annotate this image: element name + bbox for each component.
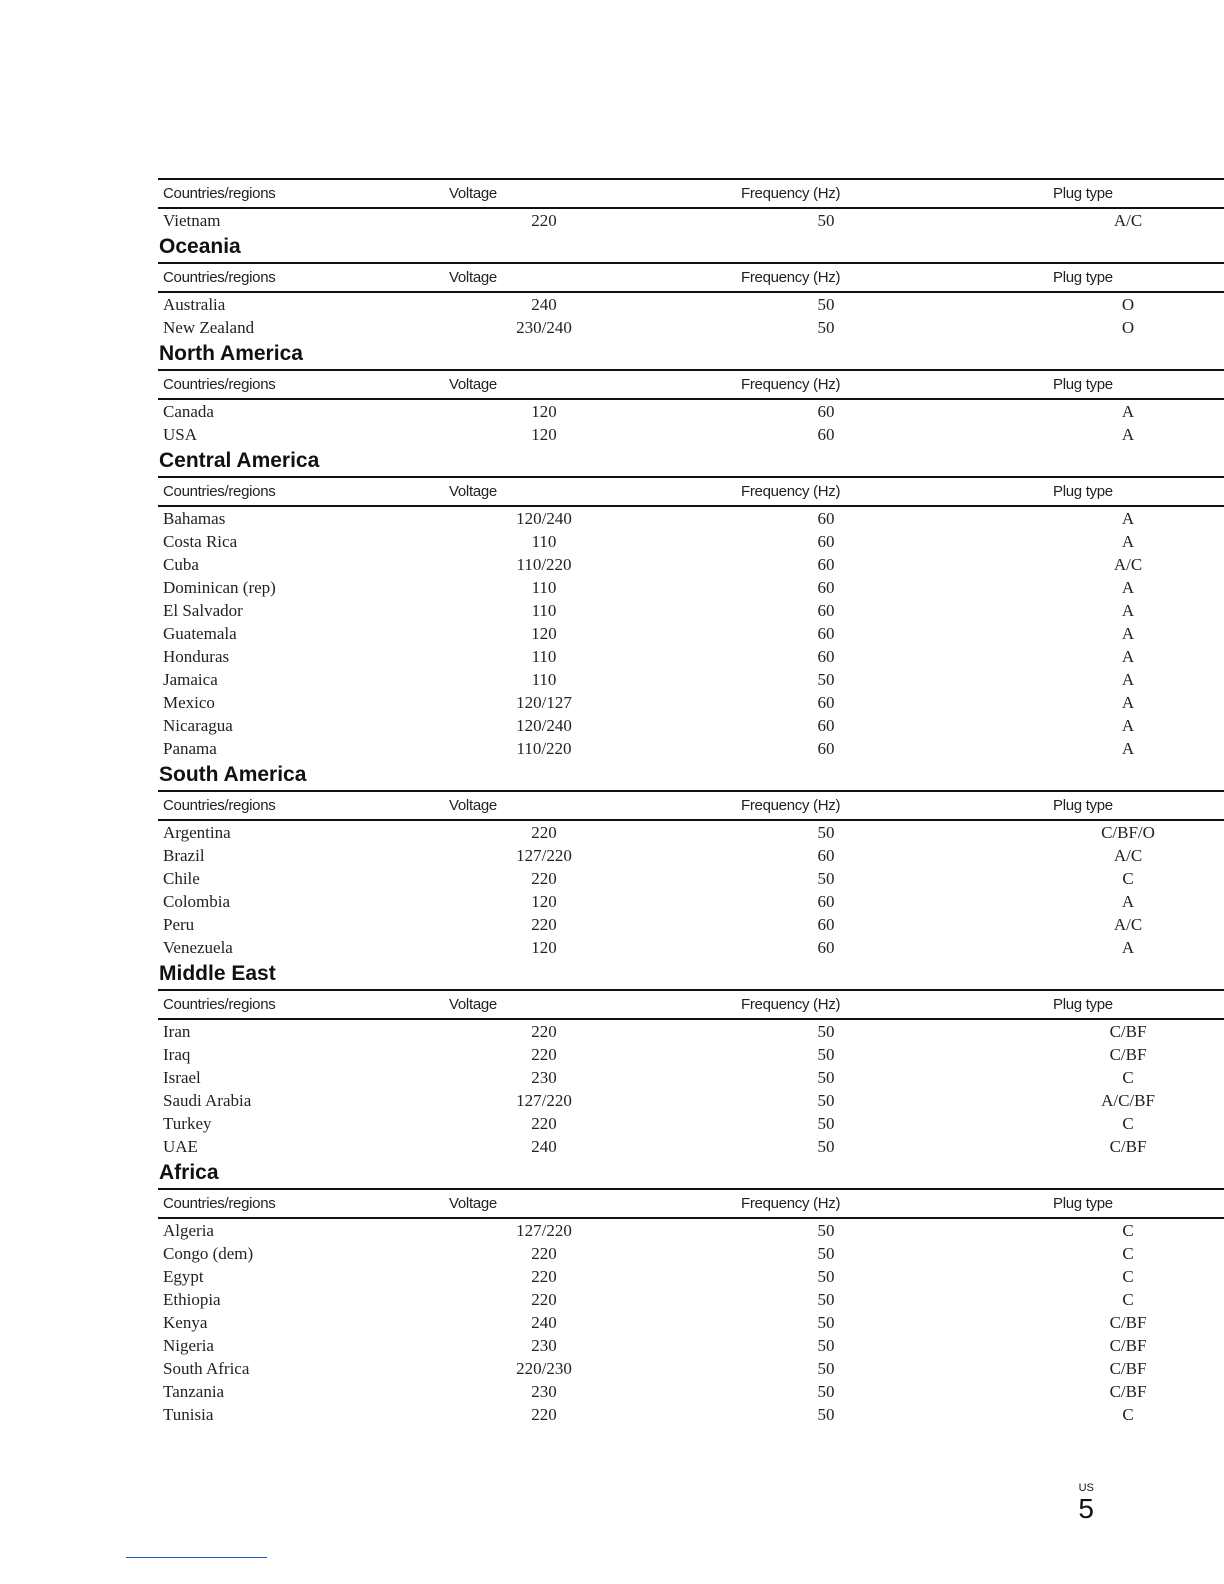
cell-frequency: 60: [817, 578, 835, 597]
cell-frequency: 50: [817, 318, 835, 337]
table-row: [158, 1066, 1224, 1089]
cell-voltage: 220: [531, 1290, 557, 1309]
cell-voltage: 220: [531, 1114, 557, 1133]
cell-voltage: 110: [531, 670, 557, 689]
cell-frequency: 60: [817, 938, 835, 957]
power-table: [158, 262, 1224, 339]
power-table: [158, 178, 1224, 232]
cell-country: Saudi Arabia: [163, 1091, 252, 1110]
cell-country: Honduras: [163, 647, 230, 666]
cell-plug: O: [1121, 318, 1135, 337]
table-header-row: [158, 791, 1224, 820]
cell-frequency: 50: [817, 1336, 835, 1355]
column-header-plug: Plug type: [1053, 483, 1113, 500]
power-table: [158, 989, 1224, 1158]
cell-frequency: 50: [817, 1137, 835, 1156]
column-header-country: Countries/regions: [163, 797, 276, 814]
cell-voltage: 120: [531, 624, 557, 643]
cell-frequency: 50: [817, 1244, 835, 1263]
column-header-country: Countries/regions: [163, 1195, 276, 1212]
cell-voltage: 230: [531, 1068, 557, 1087]
table-row: [158, 399, 1224, 423]
cell-plug: C: [1122, 1114, 1134, 1133]
region-heading: Africa: [159, 1161, 219, 1184]
cell-country: Bahamas: [163, 509, 226, 528]
cell-voltage: 220: [531, 869, 557, 888]
column-header-frequency: Frequency (Hz): [741, 797, 841, 814]
column-header-country: Countries/regions: [163, 269, 276, 286]
cell-frequency: 50: [817, 1405, 835, 1424]
cell-voltage: 240: [531, 295, 557, 314]
cell-plug: A: [1121, 693, 1135, 712]
cell-frequency: 60: [817, 509, 835, 528]
table-row: [158, 867, 1224, 890]
cell-voltage: 220/230: [516, 1359, 572, 1378]
cell-frequency: 50: [817, 670, 835, 689]
cell-frequency: 60: [817, 601, 835, 620]
cell-voltage: 220: [531, 1405, 557, 1424]
cell-plug: A: [1121, 670, 1135, 689]
column-header-plug: Plug type: [1053, 376, 1113, 393]
table-row: [158, 553, 1224, 576]
cell-plug: A: [1121, 425, 1135, 444]
cell-country: Congo (dem): [163, 1244, 254, 1263]
cell-country: Egypt: [163, 1267, 204, 1286]
cell-voltage: 230: [531, 1336, 557, 1355]
cell-voltage: 120: [531, 938, 557, 957]
region-heading: Middle East: [159, 962, 276, 985]
region-heading: North America: [159, 342, 303, 365]
table-row: [158, 668, 1224, 691]
table-row: [158, 890, 1224, 913]
cell-frequency: 50: [817, 869, 835, 888]
table-row: [158, 1288, 1224, 1311]
cell-voltage: 120: [531, 425, 557, 444]
cell-voltage: 127/220: [516, 846, 572, 865]
power-table: [158, 369, 1224, 446]
cell-plug: A: [1121, 509, 1135, 528]
cell-plug: A/C: [1113, 211, 1143, 230]
cell-frequency: 50: [817, 211, 835, 230]
cell-plug: C: [1122, 1244, 1134, 1263]
column-header-country: Countries/regions: [163, 376, 276, 393]
cell-plug: A: [1121, 647, 1135, 666]
cell-frequency: 50: [817, 1068, 835, 1087]
cell-voltage: 120: [531, 402, 557, 421]
table-header-row: [158, 370, 1224, 399]
cell-voltage: 220: [531, 915, 557, 934]
table-row: [158, 1357, 1224, 1380]
cell-country: Vietnam: [163, 211, 221, 230]
table-row: [158, 1334, 1224, 1357]
cell-voltage: 240: [531, 1137, 557, 1156]
column-header-voltage: Voltage: [449, 1195, 497, 1212]
cell-frequency: 60: [817, 739, 835, 758]
cell-voltage: 110: [531, 647, 557, 666]
cell-frequency: 60: [817, 716, 835, 735]
column-header-voltage: Voltage: [449, 269, 497, 286]
table-row: [158, 1218, 1224, 1242]
cell-voltage: 127/220: [516, 1221, 572, 1240]
cell-frequency: 60: [817, 693, 835, 712]
region-section: [158, 234, 1135, 339]
column-header-plug: Plug type: [1053, 185, 1113, 202]
cell-plug: C/BF: [1109, 1382, 1147, 1401]
cell-voltage: 220: [531, 211, 557, 230]
table-row: [158, 1043, 1224, 1066]
cell-plug: C/BF: [1109, 1045, 1147, 1064]
cell-plug: A/C: [1113, 915, 1143, 934]
table-row: [158, 737, 1224, 760]
cell-plug: A: [1121, 624, 1135, 643]
table-row: [158, 599, 1224, 622]
column-header-voltage: Voltage: [449, 185, 497, 202]
table-header-row: [158, 263, 1224, 292]
column-header-frequency: Frequency (Hz): [741, 483, 841, 500]
cell-plug: A: [1121, 402, 1135, 421]
cell-country: Argentina: [163, 823, 231, 842]
cell-frequency: 60: [817, 647, 835, 666]
cell-voltage: 120/240: [516, 509, 572, 528]
cell-country: Guatemala: [163, 624, 237, 643]
power-table: [158, 790, 1224, 959]
cell-country: Canada: [163, 402, 214, 421]
cell-country: Dominican (rep): [163, 578, 276, 597]
table-row: [158, 1380, 1224, 1403]
cell-frequency: 50: [817, 1290, 835, 1309]
cell-country: UAE: [163, 1137, 198, 1156]
table-row: [158, 844, 1224, 867]
table-row: [158, 1265, 1224, 1288]
table-row: [158, 714, 1224, 737]
table-row: [158, 936, 1224, 959]
column-header-frequency: Frequency (Hz): [741, 1195, 841, 1212]
table-row: [158, 423, 1224, 446]
cell-frequency: 50: [817, 1221, 835, 1240]
table-row: [158, 506, 1224, 530]
table-header-row: [158, 990, 1224, 1019]
cell-plug: C: [1122, 1405, 1134, 1424]
cell-frequency: 50: [817, 1382, 835, 1401]
cell-voltage: 110/220: [516, 739, 572, 758]
cell-country: Australia: [163, 295, 226, 314]
cell-country: Venezuela: [163, 938, 233, 957]
cell-frequency: 60: [817, 892, 835, 911]
cell-plug: C: [1122, 1068, 1134, 1087]
region-heading: Oceania: [159, 235, 241, 258]
column-header-plug: Plug type: [1053, 1195, 1113, 1212]
cell-country: Chile: [163, 869, 200, 888]
table-row: [158, 1089, 1224, 1112]
column-header-plug: Plug type: [1053, 996, 1113, 1013]
table-row: [158, 316, 1224, 339]
table-row: [158, 622, 1224, 645]
table-row: [158, 292, 1224, 316]
cell-country: New Zealand: [163, 318, 255, 337]
cell-plug: A: [1121, 578, 1135, 597]
cell-plug: C/BF/O: [1101, 823, 1155, 842]
cell-country: Mexico: [163, 693, 215, 712]
cell-voltage: 110/220: [516, 555, 572, 574]
cell-plug: A: [1121, 938, 1135, 957]
cell-country: USA: [163, 425, 198, 444]
power-table: [158, 1188, 1224, 1426]
power-reference-content: [158, 178, 1155, 1426]
cell-plug: C: [1122, 1221, 1134, 1240]
cell-country: Nigeria: [163, 1336, 214, 1355]
cell-frequency: 50: [817, 1267, 835, 1286]
cell-plug: C/BF: [1109, 1359, 1147, 1378]
cell-country: Colombia: [163, 892, 231, 911]
cell-voltage: 240: [531, 1313, 557, 1332]
cell-country: Iraq: [163, 1045, 191, 1064]
table-row: [158, 1242, 1224, 1265]
column-header-voltage: Voltage: [449, 483, 497, 500]
cell-country: Peru: [163, 915, 195, 934]
cell-plug: O: [1121, 295, 1135, 314]
cell-voltage: 120/240: [516, 716, 572, 735]
cell-country: Israel: [163, 1068, 201, 1087]
cell-frequency: 50: [817, 1313, 835, 1332]
cell-frequency: 50: [817, 1091, 835, 1110]
cell-country: Tunisia: [163, 1405, 214, 1424]
cell-frequency: 50: [817, 1045, 835, 1064]
cell-plug: C: [1122, 869, 1134, 888]
table-row: [158, 1135, 1224, 1158]
table-row: [158, 1019, 1224, 1043]
cell-plug: A: [1121, 892, 1135, 911]
table-row: [158, 645, 1224, 668]
table-row: [158, 208, 1224, 232]
cell-plug: C: [1122, 1267, 1134, 1286]
cell-voltage: 230/240: [516, 318, 572, 337]
table-row: [158, 691, 1224, 714]
cell-plug: A: [1121, 739, 1135, 758]
cell-voltage: 120/127: [516, 693, 572, 712]
cell-frequency: 50: [817, 1022, 835, 1041]
cell-plug: A/C: [1113, 846, 1143, 865]
table-row: [158, 530, 1224, 553]
cell-frequency: 50: [817, 1359, 835, 1378]
region-section: [158, 178, 1143, 232]
page-locale-label: US: [1078, 1482, 1094, 1494]
cell-country: Cuba: [163, 555, 199, 574]
table-row: [158, 820, 1224, 844]
column-header-country: Countries/regions: [163, 996, 276, 1013]
cell-plug: C/BF: [1109, 1137, 1147, 1156]
cell-frequency: 60: [817, 846, 835, 865]
table-header-row: [158, 1189, 1224, 1218]
region-section: [158, 448, 1143, 760]
cell-voltage: 110: [531, 532, 557, 551]
cell-voltage: 220: [531, 1267, 557, 1286]
cell-country: Algeria: [163, 1221, 214, 1240]
footer-link-underline[interactable]: [126, 1557, 267, 1558]
cell-country: South Africa: [163, 1359, 250, 1378]
cell-frequency: 60: [817, 624, 835, 643]
column-header-frequency: Frequency (Hz): [741, 376, 841, 393]
column-header-plug: Plug type: [1053, 797, 1113, 814]
cell-country: Iran: [163, 1022, 191, 1041]
region-section: [158, 341, 1135, 446]
cell-voltage: 220: [531, 1045, 557, 1064]
region-heading: Central America: [159, 449, 320, 472]
column-header-frequency: Frequency (Hz): [741, 996, 841, 1013]
cell-country: Jamaica: [163, 670, 218, 689]
cell-voltage: 120: [531, 892, 557, 911]
cell-country: Tanzania: [163, 1382, 225, 1401]
cell-frequency: 60: [817, 555, 835, 574]
cell-voltage: 220: [531, 1022, 557, 1041]
cell-voltage: 110: [531, 601, 557, 620]
cell-plug: A: [1121, 716, 1135, 735]
table-row: [158, 913, 1224, 936]
cell-plug: C: [1122, 1290, 1134, 1309]
cell-frequency: 50: [817, 823, 835, 842]
column-header-frequency: Frequency (Hz): [741, 185, 841, 202]
cell-country: Brazil: [163, 846, 205, 865]
cell-plug: A: [1121, 532, 1135, 551]
cell-voltage: 220: [531, 823, 557, 842]
table-header-row: [158, 477, 1224, 506]
cell-plug: A/C/BF: [1101, 1091, 1155, 1110]
cell-country: Ethiopia: [163, 1290, 221, 1309]
cell-plug: A: [1121, 601, 1135, 620]
cell-voltage: 127/220: [516, 1091, 572, 1110]
cell-country: Kenya: [163, 1313, 208, 1332]
cell-frequency: 60: [817, 915, 835, 934]
column-header-voltage: Voltage: [449, 996, 497, 1013]
cell-frequency: 60: [817, 425, 835, 444]
cell-frequency: 60: [817, 402, 835, 421]
column-header-country: Countries/regions: [163, 483, 276, 500]
column-header-country: Countries/regions: [163, 185, 276, 202]
cell-voltage: 220: [531, 1244, 557, 1263]
cell-frequency: 60: [817, 532, 835, 551]
page-number: 5: [1078, 1493, 1094, 1524]
cell-country: Nicaragua: [163, 716, 233, 735]
cell-plug: C/BF: [1109, 1313, 1147, 1332]
cell-plug: C/BF: [1109, 1336, 1147, 1355]
region-section: [158, 961, 1155, 1158]
region-section: [158, 1160, 1147, 1426]
table-row: [158, 1311, 1224, 1334]
region-heading: South America: [159, 763, 307, 786]
region-section: [158, 762, 1155, 959]
table-row: [158, 1112, 1224, 1135]
cell-plug: A/C: [1113, 555, 1143, 574]
cell-country: Panama: [163, 739, 217, 758]
power-table: [158, 476, 1224, 760]
column-header-voltage: Voltage: [449, 797, 497, 814]
cell-plug: C/BF: [1109, 1022, 1147, 1041]
column-header-plug: Plug type: [1053, 269, 1113, 286]
cell-country: Costa Rica: [163, 532, 238, 551]
cell-voltage: 110: [531, 578, 557, 597]
cell-frequency: 50: [817, 1114, 835, 1133]
cell-voltage: 230: [531, 1382, 557, 1401]
table-row: [158, 576, 1224, 599]
page-marker: [1078, 1482, 1094, 1524]
cell-frequency: 50: [817, 295, 835, 314]
cell-country: El Salvador: [163, 601, 243, 620]
table-row: [158, 1403, 1224, 1426]
column-header-voltage: Voltage: [449, 376, 497, 393]
column-header-frequency: Frequency (Hz): [741, 269, 841, 286]
table-header-row: [158, 179, 1224, 208]
cell-country: Turkey: [163, 1114, 212, 1133]
